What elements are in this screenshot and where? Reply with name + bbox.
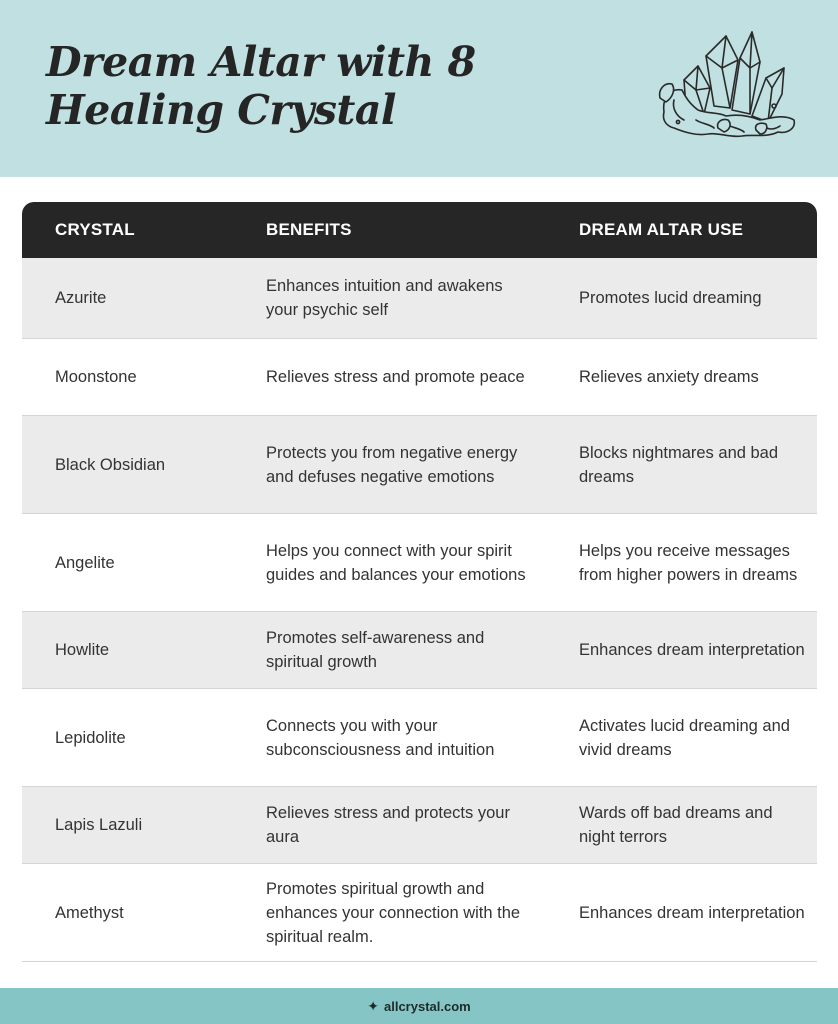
crystal-benefits: Relieves stress and protects your aura: [266, 804, 510, 846]
crystal-name: Howlite: [55, 641, 110, 659]
table-row: [22, 689, 817, 787]
crystal-altar-use: Wards off bad dreams and night terrors: [579, 804, 773, 846]
table-row: [22, 258, 817, 339]
crystal-benefits: Promotes spiritual growth and enhances your connection with the spiritual realm.: [266, 879, 521, 946]
crystal-name: Black Obsidian: [55, 455, 166, 474]
crystal-benefits: Relieves stress and promote peace: [266, 368, 525, 386]
page-title: Dream Altar with 8 Healing Crystal: [46, 38, 476, 134]
crystal-benefits: Connects you with your subconsciousness and intuition: [266, 716, 495, 759]
crystal-altar-use: Helps you receive messages from higher powers in dreams: [579, 541, 798, 584]
crystal-benefits: Helps you connect with your spirit guides and balances your emotions: [266, 541, 526, 584]
crystal-cluster-icon: [656, 28, 798, 140]
crystal-name: Amethyst: [55, 903, 124, 922]
crystal-name: Azurite: [55, 289, 107, 307]
crystal-name: Moonstone: [55, 368, 137, 386]
table-row: [22, 416, 817, 514]
table-row: [22, 514, 817, 612]
crystal-altar-use: Relieves anxiety dreams: [579, 368, 759, 386]
table-header: [22, 202, 817, 258]
table-row: [22, 612, 817, 689]
crystal-benefits: Promotes self-awareness and spiritual growth: [266, 629, 485, 671]
table-row: [22, 339, 817, 416]
header-banner: [0, 0, 838, 177]
table-row: [22, 787, 817, 864]
crystal-table: [22, 202, 817, 962]
crystal-altar-use: Enhances dream interpretation: [579, 641, 805, 659]
crystal-benefits: Enhances intuition and awakens your psychic self: [266, 277, 503, 319]
crystal-benefits: Protects you from negative energy and defuses negative emotions: [266, 443, 518, 486]
column-header-benefits: BENEFITS: [266, 220, 352, 239]
footer-site-link[interactable]: allcrystal.com: [384, 998, 471, 1014]
crystal-altar-use: Blocks nightmares and bad dreams: [579, 443, 779, 486]
sparkle-icon: ✦: [367, 997, 379, 1014]
crystal-name: Angelite: [55, 553, 115, 572]
column-header-crystal: CRYSTAL: [55, 220, 135, 239]
footer-bar: [0, 988, 838, 1024]
crystal-altar-use: Activates lucid dreaming and vivid dreams: [579, 716, 790, 759]
crystal-altar-use: Promotes lucid dreaming: [579, 289, 762, 307]
column-header-dream-altar-use: DREAM ALTAR USE: [579, 220, 744, 239]
crystal-altar-use: Enhances dream interpretation: [579, 903, 805, 922]
crystal-name: Lepidolite: [55, 728, 126, 747]
table-row: [22, 864, 817, 962]
crystal-name: Lapis Lazuli: [55, 816, 143, 834]
